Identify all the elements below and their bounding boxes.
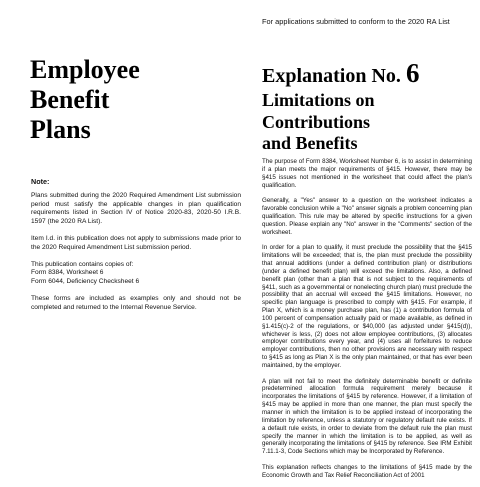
note-paragraph: Item I.d. in this publication does not apply to submissions made prior to the 2020 Required Amendment List submission period. xyxy=(31,234,241,251)
body-paragraph: Generally, a "Yes" answer to a question on the worksheet indicates a favorable conclusion while a "No" answer signals a problem concerning plan qualification. This rule may be altered by specific instructions for a given question. Please explain any "No" answer in the "Comments" section of the worksheet. xyxy=(262,197,472,236)
header-note: For applications submitted to conform to the 2020 RA List xyxy=(262,17,450,26)
forms-note: These forms are included as examples only and should not be completed and returned to the Internal Revenue Service. xyxy=(31,295,241,311)
contents-item: Form 6044, Deficiency Checksheet 6 xyxy=(31,277,140,285)
note-body xyxy=(31,192,241,321)
body-paragraph: In order for a plan to qualify, it must preclude the possibility that the §415 limitations will be exceeded; that is, the plan must preclude the possibility that annual additions (under a defined contribution plan) or distributions (under a defined benefit plan) will exceed the limitations. Also, a defined benefit plan (other than a plan that is not subject to the requirements of §411, such as a governmental or nonelecting church plan) must preclude the possibility that an accrual will exceed the §415 limitations. However, no specific plan language is prescribed to comply with §415. For example, if Plan X, which is a money purchase plan, has (1) a contribution formula of 100 percent of compensation actually paid or made available, as defined in §1.415(c)-2 of the regulations, or $40,000 (as adjusted under §415(d)), whichever is less, (2) does not allow employee contributions, (3) allocates employer contributions every year, and (4) uses all forfeitures to reduce employer contributions, then no other provisions are necessary with respect to §415 as long as Plan X is the only plan maintained, or that has ever been maintained, by the employer. xyxy=(262,244,472,369)
section-title-line: Contributions xyxy=(262,111,371,132)
document-title-line: Benefit xyxy=(30,85,110,114)
body-paragraph: This explanation reflects changes to the limitations of §415 made by the Economic Growth and Tax Relief Reconciliation Act of 2001 xyxy=(262,463,472,479)
document-title-line: Employee xyxy=(30,55,140,84)
explanation-body xyxy=(262,158,472,487)
explanation-label: Explanation No. xyxy=(262,65,401,87)
section-title xyxy=(262,90,472,155)
note-label: Note: xyxy=(31,177,50,186)
contents-item: Form 8384, Worksheet 6 xyxy=(31,269,104,277)
document-title-line: Plans xyxy=(30,115,91,144)
body-paragraph: A plan will not fail to meet the definitely determinable benefit or definite predetermined allocation formula requirement merely because it incorporates the limitations of §415 by reference. However, if a limitation of §415 may be applied in more than one manner, the plan must specify the manner in which the limitation is to be applied instead of incorporating the limitation by reference, unless a statutory or regulatory default rule exists. If a default rule exists, in order to deviate from the default rule the plan must specify the manner in which the limitation is to be applied, as well as generally incorporating the limitations of §415 by reference. See IRM Exhibit 7.11.1-3, Code Sections which may be Incorporated by Reference. xyxy=(262,377,472,456)
section-title-line: Limitations on xyxy=(262,90,375,110)
explanation-number: 6 xyxy=(405,58,420,88)
document-title xyxy=(30,55,230,145)
body-paragraph: The purpose of Form 8384, Worksheet Number 6, is to assist in determining if a plan meets the major requirements of §415. However, there may be §415 issues not mentioned in the worksheet that could affect the plan's qualification. xyxy=(262,158,472,189)
note-paragraph: Plans submitted during the 2020 Required Amendment List submission period must satisfy the applicable changes in plan qualification requirements listed in Section IV of Notice 2020-83, 2020-50 I.R.B. 1597 (the 2020 RA List). xyxy=(31,192,241,225)
section-title-line: and Benefits xyxy=(262,133,358,153)
contents-list xyxy=(31,261,241,287)
explanation-heading xyxy=(262,58,419,89)
contents-intro: This publication contains copies of: xyxy=(31,260,134,268)
